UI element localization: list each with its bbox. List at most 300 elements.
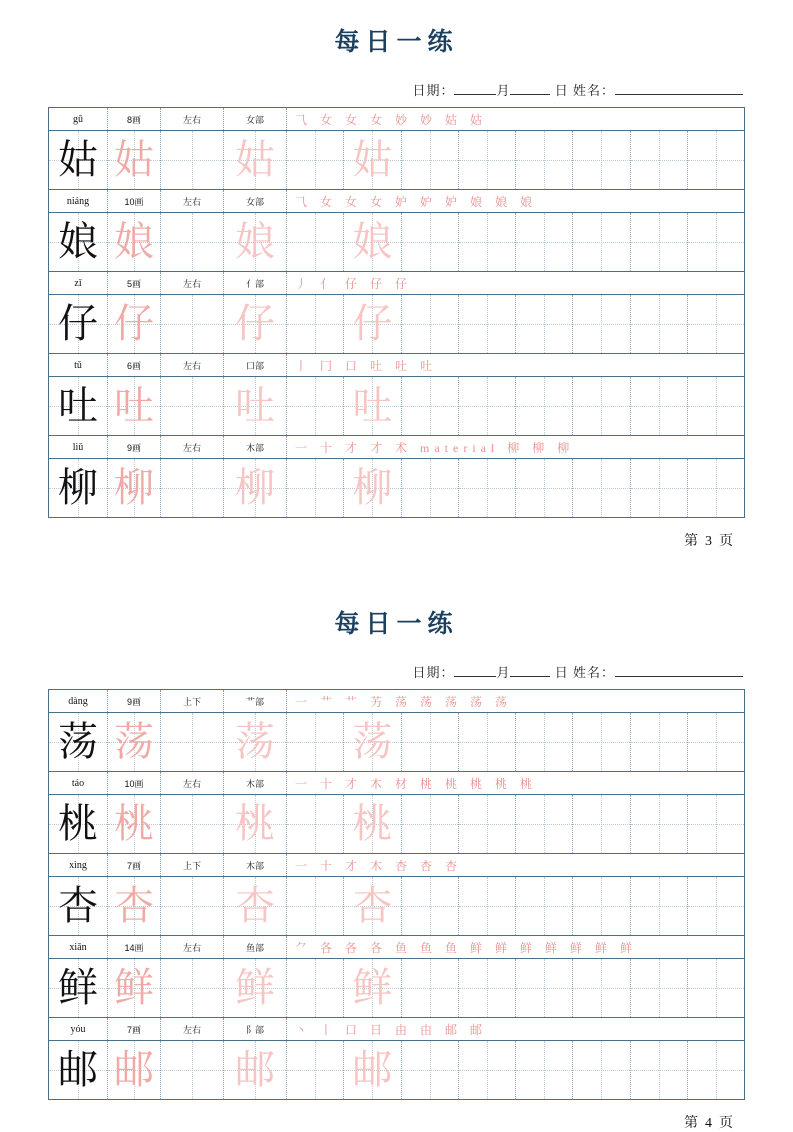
practice-character: 桃 <box>114 801 154 846</box>
stroke-count-cell: 10画 <box>108 190 161 213</box>
practice-cell[interactable] <box>401 459 458 518</box>
cell-guides <box>287 295 343 353</box>
practice-cell[interactable] <box>573 877 630 936</box>
char-practice-row <box>49 131 745 190</box>
cell-guides <box>161 459 223 517</box>
stroke-count-cell: 7画 <box>108 854 161 877</box>
practice-cell[interactable] <box>401 877 458 936</box>
cell-guides <box>516 295 572 353</box>
practice-cell[interactable] <box>287 877 344 936</box>
practice-cell[interactable] <box>49 795 108 854</box>
cell-guides <box>161 1041 223 1099</box>
practice-cell[interactable] <box>630 959 687 1018</box>
cell-guides <box>688 959 744 1017</box>
practice-character: 姑 <box>114 137 154 182</box>
structure-cell: 左右 <box>161 190 224 213</box>
cell-guides <box>287 959 343 1017</box>
practice-cell[interactable] <box>108 959 161 1018</box>
cell-guides <box>631 877 687 935</box>
stroke-order-cell: 丨 冂 口 吐 吐 吐 <box>287 354 745 377</box>
cell-guides <box>516 1041 572 1099</box>
cell-guides <box>459 1041 515 1099</box>
practice-cell[interactable] <box>516 877 573 936</box>
cell-guides <box>573 295 629 353</box>
practice-cell[interactable] <box>161 295 224 354</box>
practice-cell[interactable] <box>161 1041 224 1100</box>
cell-guides <box>459 713 515 771</box>
cell-guides <box>287 713 343 771</box>
practice-cell[interactable] <box>344 959 401 1018</box>
radical-cell: 口部 <box>224 354 287 377</box>
practice-cell[interactable] <box>516 459 573 518</box>
cell-guides <box>161 213 223 271</box>
practice-character: 仔 <box>58 301 98 346</box>
practice-character: 姑 <box>58 137 98 182</box>
char-practice-row <box>49 459 745 518</box>
practice-cell[interactable] <box>108 295 161 354</box>
name-blank[interactable] <box>615 676 743 677</box>
practice-cell[interactable] <box>573 377 630 436</box>
practice-cell[interactable] <box>287 713 344 772</box>
practice-character: 仔 <box>114 301 154 346</box>
cell-guides <box>459 213 515 271</box>
structure-cell: 上下 <box>161 854 224 877</box>
radical-cell: 鱼部 <box>224 936 287 959</box>
structure-cell: 左右 <box>161 108 224 131</box>
cell-guides <box>688 377 744 435</box>
cell-guides <box>516 213 572 271</box>
page-number-prefix: 第 <box>684 1116 700 1131</box>
char-info-row <box>49 690 745 713</box>
practice-cell[interactable] <box>630 377 687 436</box>
practice-cell[interactable] <box>161 795 224 854</box>
practice-cell[interactable] <box>458 1041 515 1100</box>
stroke-order-cell: ⺄ 女 女 女 妒 妒 妒 娘 娘 娘 <box>287 190 745 213</box>
practice-cell[interactable] <box>458 377 515 436</box>
cell-guides <box>631 295 687 353</box>
practice-cell[interactable] <box>458 795 515 854</box>
cell-guides <box>402 213 458 271</box>
practice-cell[interactable] <box>161 877 224 936</box>
practice-cell[interactable] <box>161 213 224 272</box>
stroke-count-cell: 8画 <box>108 108 161 131</box>
day-blank[interactable] <box>510 676 550 677</box>
day-blank[interactable] <box>510 94 550 95</box>
practice-cell[interactable] <box>49 213 108 272</box>
practice-cell[interactable] <box>224 295 287 354</box>
practice-cell[interactable] <box>458 959 515 1018</box>
practice-character: 姑 <box>235 137 275 182</box>
practice-cell[interactable] <box>49 459 108 518</box>
stroke-order-cell: 丶 丨 口 日 由 由 邮 邮 <box>287 1018 745 1041</box>
practice-cell[interactable] <box>344 713 401 772</box>
pinyin-cell: tǔ <box>49 354 108 377</box>
radical-cell: 木部 <box>224 854 287 877</box>
practice-cell[interactable] <box>108 1041 161 1100</box>
practice-cell[interactable] <box>630 1041 687 1100</box>
practice-cell[interactable] <box>401 1041 458 1100</box>
practice-cell[interactable] <box>108 795 161 854</box>
practice-cell[interactable] <box>516 713 573 772</box>
char-practice-row <box>49 1041 745 1100</box>
cell-guides <box>287 459 343 517</box>
practice-cell[interactable] <box>287 959 344 1018</box>
page-title: 每日一练 <box>334 29 459 56</box>
stroke-order-cell: 一 十 才 才 术 material 柳 柳 柳 <box>287 436 745 459</box>
cell-guides <box>402 459 458 517</box>
cell-guides <box>688 459 744 517</box>
practice-character: 娘 <box>352 219 393 264</box>
char-info-row <box>49 772 745 795</box>
meta-row <box>48 662 745 681</box>
practice-character: 柳 <box>352 465 393 510</box>
practice-cell[interactable] <box>573 295 630 354</box>
month-blank[interactable] <box>454 676 496 677</box>
char-practice-row <box>49 795 745 854</box>
pinyin-cell: zǐ <box>49 272 108 295</box>
cell-guides <box>573 131 629 189</box>
structure-cell: 上下 <box>161 690 224 713</box>
practice-cell[interactable] <box>630 131 687 190</box>
cell-guides <box>287 377 343 435</box>
practice-character: 荡 <box>114 719 154 764</box>
practice-character: 吐 <box>352 383 393 428</box>
practice-cell[interactable] <box>287 213 344 272</box>
practice-cell[interactable] <box>573 795 630 854</box>
practice-cell[interactable] <box>687 1041 744 1100</box>
practice-character: 仔 <box>352 301 393 346</box>
practice-cell[interactable] <box>516 213 573 272</box>
date-name-line <box>412 80 743 99</box>
practice-cell[interactable] <box>344 1041 401 1100</box>
page-number-suffix: 页 <box>719 534 735 549</box>
practice-cell[interactable] <box>687 295 744 354</box>
practice-cell[interactable] <box>344 459 401 518</box>
stroke-count-cell: 9画 <box>108 436 161 459</box>
practice-cell[interactable] <box>161 377 224 436</box>
practice-cell[interactable] <box>161 713 224 772</box>
practice-cell[interactable] <box>401 213 458 272</box>
page-title: 每日一练 <box>334 611 459 638</box>
practice-cell[interactable] <box>344 795 401 854</box>
practice-cell[interactable] <box>161 959 224 1018</box>
stroke-count-cell: 10画 <box>108 772 161 795</box>
stroke-count-cell: 6画 <box>108 354 161 377</box>
practice-cell[interactable] <box>687 959 744 1018</box>
practice-cell[interactable] <box>630 713 687 772</box>
practice-cell[interactable] <box>516 295 573 354</box>
practice-cell[interactable] <box>687 459 744 518</box>
char-info-row <box>49 108 745 131</box>
practice-cell[interactable] <box>573 213 630 272</box>
page-number-value: 4 <box>705 1116 714 1131</box>
practice-cell[interactable] <box>108 713 161 772</box>
practice-cell[interactable] <box>344 295 401 354</box>
month-label: 月 <box>496 665 511 680</box>
practice-cell[interactable] <box>516 959 573 1018</box>
practice-cell[interactable] <box>630 213 687 272</box>
date-name-line <box>412 662 743 681</box>
practice-character: 邮 <box>58 1047 98 1092</box>
cell-guides <box>402 713 458 771</box>
char-practice-row <box>49 713 745 772</box>
practice-character: 娘 <box>58 219 98 264</box>
practice-cell[interactable] <box>458 459 515 518</box>
practice-cell[interactable] <box>108 459 161 518</box>
cell-guides <box>688 877 744 935</box>
cell-guides <box>161 959 223 1017</box>
practice-grid <box>48 689 745 1100</box>
structure-cell: 左右 <box>161 272 224 295</box>
day-label: 日 <box>550 83 573 98</box>
name-blank[interactable] <box>615 94 743 95</box>
practice-cell[interactable] <box>401 795 458 854</box>
cell-guides <box>459 459 515 517</box>
practice-character: 姑 <box>352 137 393 182</box>
cell-guides <box>688 295 744 353</box>
practice-cell[interactable] <box>224 959 287 1018</box>
stroke-count-cell: 14画 <box>108 936 161 959</box>
pinyin-cell: niáng <box>49 190 108 213</box>
practice-cell[interactable] <box>161 459 224 518</box>
radical-cell: 木部 <box>224 436 287 459</box>
char-info-row <box>49 272 745 295</box>
practice-cell[interactable] <box>401 959 458 1018</box>
pinyin-cell: yóu <box>49 1018 108 1041</box>
stroke-order-cell: 丿 亻 仔 仔 仔 <box>287 272 745 295</box>
radical-cell: 亻部 <box>224 272 287 295</box>
practice-character: 杏 <box>235 883 275 928</box>
radical-cell: 阝部 <box>224 1018 287 1041</box>
practice-cell[interactable] <box>401 713 458 772</box>
meta-row <box>48 80 745 99</box>
char-info-row <box>49 854 745 877</box>
cell-guides <box>631 713 687 771</box>
cell-guides <box>161 377 223 435</box>
pinyin-cell: gū <box>49 108 108 131</box>
cell-guides <box>516 959 572 1017</box>
cell-guides <box>516 713 572 771</box>
pinyin-cell: táo <box>49 772 108 795</box>
practice-cell[interactable] <box>687 713 744 772</box>
practice-cell[interactable] <box>287 459 344 518</box>
cell-guides <box>402 1041 458 1099</box>
practice-cell[interactable] <box>108 877 161 936</box>
practice-cell[interactable] <box>49 377 108 436</box>
practice-cell[interactable] <box>287 377 344 436</box>
practice-cell[interactable] <box>344 213 401 272</box>
practice-cell[interactable] <box>287 1041 344 1100</box>
practice-cell[interactable] <box>401 131 458 190</box>
practice-cell[interactable] <box>687 877 744 936</box>
practice-cell[interactable] <box>573 1041 630 1100</box>
practice-grid <box>48 107 745 518</box>
practice-cell[interactable] <box>687 131 744 190</box>
page-spacer <box>0 550 793 576</box>
month-blank[interactable] <box>454 94 496 95</box>
cell-guides <box>287 1041 343 1099</box>
practice-character: 鲜 <box>58 965 98 1010</box>
cell-guides <box>631 377 687 435</box>
stroke-count-cell: 7画 <box>108 1018 161 1041</box>
cell-guides <box>161 295 223 353</box>
cell-guides <box>573 377 629 435</box>
char-info-row <box>49 936 745 959</box>
practice-cell[interactable] <box>108 131 161 190</box>
practice-cell[interactable] <box>458 295 515 354</box>
practice-cell[interactable] <box>516 1041 573 1100</box>
cell-guides <box>688 213 744 271</box>
practice-cell[interactable] <box>344 377 401 436</box>
stroke-order-cell: 一 十 才 木 杏 杏 杏 <box>287 854 745 877</box>
practice-cell[interactable] <box>458 131 515 190</box>
char-practice-row <box>49 377 745 436</box>
cell-guides <box>688 713 744 771</box>
practice-character: 娘 <box>114 219 154 264</box>
practice-cell[interactable] <box>49 1041 108 1100</box>
cell-guides <box>573 795 629 853</box>
cell-guides <box>459 131 515 189</box>
practice-cell[interactable] <box>630 877 687 936</box>
cell-guides <box>688 1041 744 1099</box>
practice-character: 吐 <box>114 383 154 428</box>
practice-character: 鲜 <box>352 965 393 1010</box>
practice-character: 柳 <box>114 465 154 510</box>
cell-guides <box>459 959 515 1017</box>
char-info-row <box>49 190 745 213</box>
date-label: 日期： <box>412 83 455 98</box>
practice-cell[interactable] <box>573 713 630 772</box>
practice-cell[interactable] <box>224 1041 287 1100</box>
page-number-suffix: 页 <box>719 1116 735 1131</box>
cell-guides <box>688 795 744 853</box>
practice-cell[interactable] <box>344 877 401 936</box>
cell-guides <box>402 877 458 935</box>
cell-guides <box>161 795 223 853</box>
worksheet-page <box>0 0 793 550</box>
radical-cell: 女部 <box>224 108 287 131</box>
cell-guides <box>402 377 458 435</box>
practice-cell[interactable] <box>458 213 515 272</box>
cell-guides <box>161 713 223 771</box>
page-number <box>48 530 745 550</box>
practice-cell[interactable] <box>401 377 458 436</box>
practice-cell[interactable] <box>516 795 573 854</box>
cell-guides <box>573 213 629 271</box>
name-label: 姓名： <box>572 665 615 680</box>
cell-guides <box>287 795 343 853</box>
practice-cell[interactable] <box>287 295 344 354</box>
practice-cell[interactable] <box>49 713 108 772</box>
practice-cell[interactable] <box>224 131 287 190</box>
practice-character: 杏 <box>58 883 98 928</box>
practice-cell[interactable] <box>108 213 161 272</box>
practice-cell[interactable] <box>224 213 287 272</box>
practice-cell[interactable] <box>224 795 287 854</box>
date-label: 日期： <box>412 665 455 680</box>
stroke-count-cell: 9画 <box>108 690 161 713</box>
structure-cell: 左右 <box>161 354 224 377</box>
practice-cell[interactable] <box>49 877 108 936</box>
char-info-row <box>49 436 745 459</box>
practice-character: 仔 <box>235 301 275 346</box>
practice-cell[interactable] <box>108 377 161 436</box>
char-info-row <box>49 1018 745 1041</box>
practice-cell[interactable] <box>687 795 744 854</box>
pinyin-cell: liǔ <box>49 436 108 459</box>
practice-character: 邮 <box>235 1047 275 1092</box>
cell-guides <box>631 959 687 1017</box>
stroke-order-cell: 一 十 才 木 材 桃 桃 桃 桃 桃 <box>287 772 745 795</box>
practice-cell[interactable] <box>573 959 630 1018</box>
practice-cell[interactable] <box>49 295 108 354</box>
radical-cell: 女部 <box>224 190 287 213</box>
practice-cell[interactable] <box>401 295 458 354</box>
practice-cell[interactable] <box>287 131 344 190</box>
cell-guides <box>402 295 458 353</box>
practice-cell[interactable] <box>687 377 744 436</box>
practice-cell[interactable] <box>49 131 108 190</box>
practice-cell[interactable] <box>224 877 287 936</box>
practice-cell[interactable] <box>573 459 630 518</box>
practice-cell[interactable] <box>344 131 401 190</box>
practice-character: 柳 <box>235 465 275 510</box>
practice-character: 桃 <box>58 801 98 846</box>
cell-guides <box>402 959 458 1017</box>
worksheet-page <box>0 576 793 1132</box>
practice-cell[interactable] <box>224 713 287 772</box>
practice-cell[interactable] <box>161 131 224 190</box>
name-label: 姓名： <box>572 83 615 98</box>
structure-cell: 左右 <box>161 1018 224 1041</box>
practice-cell[interactable] <box>224 459 287 518</box>
char-info-row <box>49 354 745 377</box>
practice-character: 桃 <box>235 801 275 846</box>
practice-cell[interactable] <box>516 131 573 190</box>
cell-guides <box>688 131 744 189</box>
cell-guides <box>287 131 343 189</box>
practice-cell[interactable] <box>687 213 744 272</box>
practice-character: 柳 <box>58 465 98 510</box>
practice-character: 鲜 <box>114 965 154 1010</box>
practice-character: 娘 <box>235 219 275 264</box>
page-number <box>48 1112 745 1132</box>
day-label: 日 <box>550 665 573 680</box>
cell-guides <box>161 131 223 189</box>
cell-guides <box>516 377 572 435</box>
practice-cell[interactable] <box>224 377 287 436</box>
practice-cell[interactable] <box>630 795 687 854</box>
practice-cell[interactable] <box>458 713 515 772</box>
practice-character: 吐 <box>235 383 275 428</box>
practice-cell[interactable] <box>630 459 687 518</box>
cell-guides <box>402 131 458 189</box>
cell-guides <box>161 877 223 935</box>
practice-character: 吐 <box>58 383 98 428</box>
practice-cell[interactable] <box>287 795 344 854</box>
practice-character: 邮 <box>352 1047 393 1092</box>
practice-character: 杏 <box>114 883 154 928</box>
practice-cell[interactable] <box>458 877 515 936</box>
practice-cell[interactable] <box>516 377 573 436</box>
cell-guides <box>402 795 458 853</box>
practice-cell[interactable] <box>630 295 687 354</box>
cell-guides <box>516 131 572 189</box>
char-practice-row <box>49 959 745 1018</box>
cell-guides <box>631 131 687 189</box>
practice-cell[interactable] <box>573 131 630 190</box>
practice-cell[interactable] <box>49 959 108 1018</box>
